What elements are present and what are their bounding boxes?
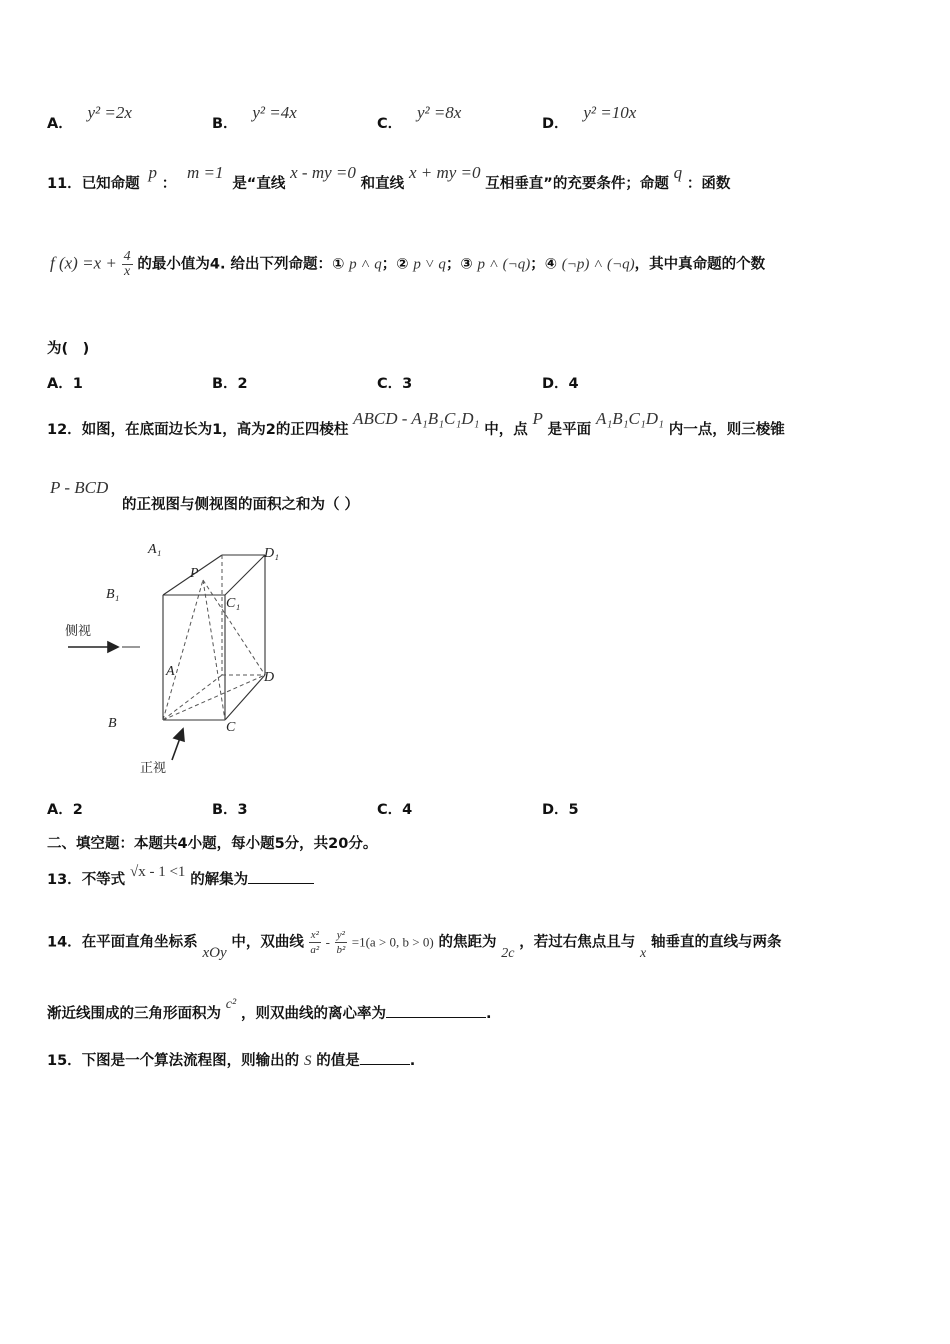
q14-a2: a² (310, 944, 320, 956)
q11-c1: ① (332, 256, 345, 273)
fig-label-c: C (226, 720, 236, 735)
q10-option-c-expr: y² =8x (416, 103, 462, 122)
q11-option-c: C．3 (377, 376, 413, 392)
q11-c2: ；② (381, 256, 409, 273)
q11-frac-den: x (124, 264, 131, 279)
q11-option-b: B．2 (212, 376, 248, 392)
q15-text1: 下图是一个算法流程图，则输出的 (81, 1053, 300, 1069)
q10-option-a (47, 103, 132, 133)
q13-text2: 的解集为 (190, 872, 249, 888)
q12-option-a: A．2 (47, 802, 83, 818)
section2-title: 二、填空题：本题共4小题，每小题5分，共20分。 (47, 836, 378, 852)
q10-option-d-label: D． (542, 116, 569, 132)
fig-front-view: 正视 (140, 761, 167, 776)
q12-option-d: D．5 (542, 802, 579, 818)
q14-cond: =1(a > 0, b > 0) (351, 934, 434, 950)
q11-frac (122, 250, 133, 279)
q15-end: . (409, 1053, 416, 1069)
q14-text6: 渐近线围成的三角形面积为 (47, 1006, 221, 1022)
q10-option-b (212, 103, 297, 133)
q10-option-a-expr: y² =2x (87, 103, 132, 122)
q11-text4: 和直线 (360, 176, 405, 192)
q11-text3: 是“直线 (232, 176, 286, 192)
q14-c2: c² (225, 997, 237, 1012)
q15-s: S (303, 1053, 312, 1069)
q12-line1 (47, 409, 785, 439)
q11-cond: m =1 (187, 163, 224, 182)
q11-text6: ：函数 (686, 176, 731, 192)
q11-line2-expr: x + my =0 (408, 163, 481, 182)
q12-line2 (50, 478, 108, 498)
q11-line2 (50, 250, 765, 279)
q12-p: P (532, 409, 543, 428)
fig-label-d1: D₁ (264, 546, 279, 561)
q13-line (47, 864, 314, 889)
q11-e3: p ˄ (¬q) (477, 256, 531, 273)
q14-minus: - (325, 934, 330, 950)
q14-text7: ，则双曲线的离心率为 (240, 1006, 386, 1022)
q15-line (47, 1049, 415, 1070)
q11-frac-num: 4 (123, 249, 131, 264)
q14-b2: b² (336, 944, 346, 956)
fig-side-view: 侧视 (65, 624, 92, 639)
q10-option-d (542, 103, 637, 133)
q11-c3: ；③ (445, 256, 473, 273)
q12-pyramid: P - BCD (50, 478, 109, 497)
q15-answer-blank (360, 1064, 410, 1065)
q12-text3: 是平面 (547, 422, 592, 438)
q14-line2 (47, 997, 492, 1023)
q14-xoy: xOy (202, 944, 227, 961)
q10-option-c (377, 103, 462, 133)
q14-x: x (640, 945, 647, 961)
q15-text2: 的值是 (316, 1053, 360, 1069)
q11-option-d: D．4 (542, 376, 579, 392)
q11-text8: ，其中真命题的个数 (634, 256, 766, 273)
q11-e4: (¬p) ˄ (¬q) (561, 256, 635, 273)
fig-label-b1: B₁ (106, 587, 120, 602)
q12-text4: 内一点，则三棱锥 (668, 422, 785, 438)
q10-option-a-label: A． (47, 116, 73, 132)
q11-text2: ： (161, 176, 177, 192)
q12-option-b: B．3 (212, 802, 248, 818)
q14-line1 (47, 928, 782, 961)
q11-e1: p ˄ q (349, 256, 382, 273)
q13-expr: √x - 1 <1 (129, 864, 186, 880)
q11-number: 11． (47, 176, 82, 192)
q15-number: 15． (47, 1053, 82, 1069)
q12-text5: 的正视图与侧视图的面积之和为（ ） (122, 497, 360, 513)
q14-text4: ，若过右焦点且与 (519, 934, 636, 951)
q11-text7: 的最小值为4. 给出下列命题： (137, 256, 333, 273)
q11-c4: ；④ (530, 256, 558, 273)
fig-label-b: B (108, 716, 117, 731)
q13-number: 13． (47, 872, 82, 888)
q12-text2: 中，点 (484, 422, 528, 438)
q11-option-a: A．1 (47, 376, 83, 392)
fig-label-p: P (190, 566, 199, 581)
q11-e2: p ˅ q (413, 256, 446, 273)
q14-frac-y (335, 928, 347, 957)
q14-number: 14． (47, 934, 82, 951)
q14-text3: 的焦距为 (438, 934, 497, 951)
q11-line1 (47, 163, 731, 193)
q13-text1: 不等式 (81, 872, 126, 888)
q14-text1: 在平面直角坐标系 (81, 934, 198, 951)
q12-option-c: C．4 (377, 802, 413, 818)
q13-answer-blank (248, 883, 314, 884)
q11-line1-expr: x - my =0 (290, 163, 356, 182)
q11-q: q (673, 163, 683, 182)
q14-y2: y² (336, 929, 345, 941)
q14-end: . (485, 1006, 492, 1022)
q10-option-c-label: C． (377, 116, 403, 132)
q11-text1: 已知命题 (81, 176, 140, 192)
fig-label-d: D (264, 670, 275, 685)
q11-text9: 为( ) (47, 341, 90, 357)
q14-text5: 轴垂直的直线与两条 (651, 934, 782, 951)
q11-p: p (148, 163, 157, 182)
q12-prism: ABCD - A₁B₁C₁D₁ (353, 409, 480, 428)
q12-plane: A₁B₁C₁D₁ (595, 409, 664, 428)
q12-prism-figure (60, 535, 300, 780)
q11-func: f (x) =x + (50, 253, 117, 273)
q14-answer-blank (386, 1017, 486, 1018)
fig-label-a1: A₁ (148, 542, 162, 557)
q14-x2: x² (310, 929, 319, 941)
q10-option-b-expr: y² =4x (252, 103, 297, 122)
q12-number: 12． (47, 422, 82, 438)
fig-label-c1: C₁ (226, 596, 241, 611)
q10-option-b-label: B． (212, 116, 238, 132)
q12-text1: 如图，在底面边长为1，高为2的正四棱柱 (81, 422, 349, 438)
q14-2c: 2c (501, 945, 515, 961)
q14-frac-x (309, 928, 321, 957)
q14-text2: 中，双曲线 (231, 934, 304, 951)
q11-text5: 互相垂直”的充要条件；命题 (485, 176, 669, 192)
fig-label-a: A (166, 664, 175, 679)
q10-option-d-expr: y² =10x (583, 103, 637, 122)
